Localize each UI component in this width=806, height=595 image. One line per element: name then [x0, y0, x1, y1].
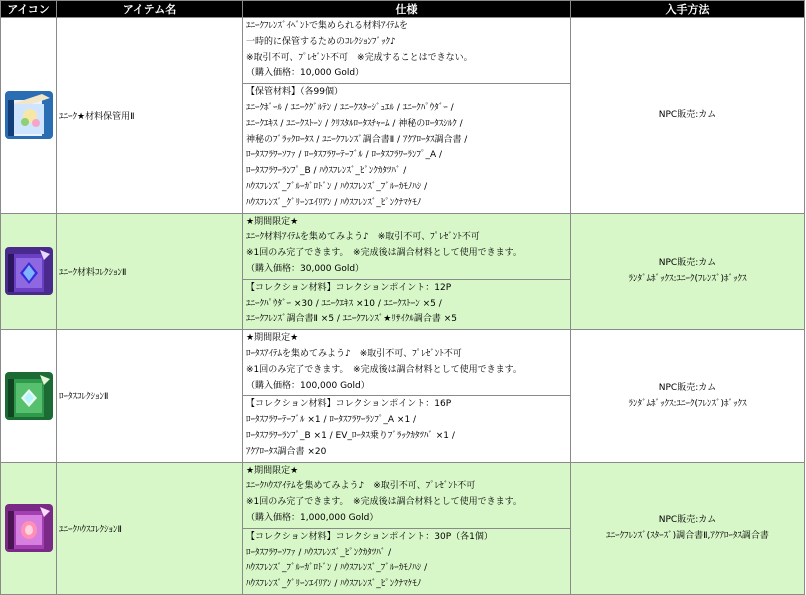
method-line: NPC販売:カム: [658, 110, 717, 121]
table-row: [1, 462, 805, 594]
spec-line: ※取引不可、ﾌﾟﾚｾﾞﾝﾄ不可 ※完成することはできない。: [246, 52, 473, 63]
icon-cell: [1, 18, 57, 214]
header-icon: アイコン: [1, 1, 57, 18]
method-cell: [571, 462, 805, 594]
method-cell: [571, 18, 805, 214]
book-green-gem-icon: [4, 371, 54, 421]
table-row: [1, 18, 805, 214]
method-line: ﾗﾝﾀﾞﾑﾎﾞｯｸｽ:ﾕﾆｰｸ(ﾌﾚﾝｽﾞ)ﾎﾞｯｸｽ: [628, 274, 747, 285]
spec-line: ﾛｰﾀｽﾌﾗﾜｰﾗﾝﾌﾟ_B ×1 / EV_ﾛｰﾀｽ乗りﾌﾞﾗｯｸｶﾀﾂﾊﾞ ×1 /: [246, 430, 455, 441]
spec-line: ﾛｰﾀｽｱｲﾃﾑを集めてみよう♪ ※取引不可、ﾌﾟﾚｾﾞﾝﾄ不可: [246, 348, 462, 359]
book-pink-gem-icon: [4, 503, 54, 553]
spec-line: 一時的に保管するためのｺﾚｸｼｮﾝﾌﾞｯｸ♪: [246, 36, 396, 47]
spec-line: ★期間限定★: [246, 465, 299, 476]
spec-line: ﾕﾆｰｸ材料ｱｲﾃﾑを集めてみよう♪ ※取引不可、ﾌﾟﾚｾﾞﾝﾄ不可: [246, 232, 480, 243]
spec-line: ※1回のみ完了できます。 ※完成後は調合材料として使用できます。: [246, 248, 522, 259]
method-line: NPC販売:カム: [658, 515, 717, 526]
spec-line: 神秘のﾌﾞﾗｯｸﾛｰﾀｽ / ﾕﾆｰｸﾌﾚﾝｽﾞ調合書Ⅱ / ｱｸｱﾛｰﾀｽ調合書 /: [246, 134, 468, 145]
spec-line: 【コレクション材料】コレクションポイント：12P: [246, 282, 452, 293]
spec-line: ﾊｳｽﾌﾚﾝｽﾞ_ｸﾞﾘｰﾝｴｲﾘｱﾝ / ﾊｳｽﾌﾚﾝｽﾞ_ﾋﾟﾝｸﾅﾏｹﾓﾉ: [246, 197, 422, 208]
spec-line: ｱｸｱﾛｰﾀｽ調合書 ×20: [246, 446, 327, 457]
spec-line: ﾊｳｽﾌﾚﾝｽﾞ_ﾌﾞﾙｰｶﾞﾛﾄﾞﾝ / ﾊｳｽﾌﾚﾝｽﾞ_ﾌﾞﾙｰｶﾓﾉﾊｼ /: [246, 181, 428, 192]
header-row: [1, 1, 805, 18]
header-method: 入手方法: [571, 1, 805, 18]
spec-line: ﾕﾆｰｸﾊｳｽｱｲﾃﾑを集めてみよう♪ ※取引不可、ﾌﾟﾚｾﾞﾝﾄ不可: [246, 481, 476, 492]
method-line: NPC販売:カム: [658, 258, 717, 269]
spec-cell: [243, 18, 571, 214]
icon-cell: [1, 213, 57, 330]
table-row: [1, 330, 805, 462]
header-spec: 仕様: [243, 1, 571, 18]
item-name: ﾕﾆｰｸ★材料保管用Ⅱ: [57, 18, 243, 214]
spec-line: 【保管材料】（各99個）: [246, 87, 343, 98]
spec-line: ﾊｳｽﾌﾚﾝｽﾞ_ﾌﾞﾙｰｶﾞﾛﾄﾞﾝ / ﾊｳｽﾌﾚﾝｽﾞ_ﾌﾞﾙｰｶﾓﾉﾊｼ /: [246, 563, 428, 574]
spec-line: ﾛｰﾀｽﾌﾗﾜｰｿﾌｧ / ﾊｳｽﾌﾚﾝｽﾞ_ﾋﾟﾝｸｶﾀﾂﾊﾞ /: [246, 547, 392, 558]
spec-price: （購入価格：100,000 Gold）: [246, 380, 370, 391]
icon-cell: [1, 462, 57, 594]
spec-line: ★期間限定★: [246, 216, 299, 227]
spec-cell: [243, 213, 571, 330]
spec-description: [243, 463, 570, 528]
spec-cell: [243, 462, 571, 594]
spec-materials: [243, 528, 570, 594]
item-name: ﾕﾆｰｸﾊｳｽｺﾚｸｼｮﾝⅡ: [57, 462, 243, 594]
spec-price: （購入価格：1,000,000 Gold）: [246, 512, 379, 523]
spec-materials: [243, 83, 570, 212]
spec-line: ﾛｰﾀｽﾌﾗﾜｰｿﾌｧ / ﾛｰﾀｽﾌﾗﾜｰﾃｰﾌﾞﾙ / ﾛｰﾀｽﾌﾗﾜｰﾗﾝﾌﾟ_A /: [246, 150, 443, 161]
spec-line: ﾛｰﾀｽﾌﾗﾜｰﾗﾝﾌﾟ_B / ﾊｳｽﾌﾚﾝｽﾞ_ﾋﾟﾝｸｶﾀﾂﾊﾞ /: [246, 166, 407, 177]
table-row: [1, 213, 805, 330]
item-name: ﾕﾆｰｸ材料ｺﾚｸｼｮﾝⅡ: [57, 213, 243, 330]
spec-line: 【コレクション材料】コレクションポイント：30P（各1個）: [246, 531, 493, 542]
spec-price: （購入価格：30,000 Gold）: [246, 263, 365, 274]
method-line: ﾗﾝﾀﾞﾑﾎﾞｯｸｽ:ﾕﾆｰｸ(ﾌﾚﾝｽﾞ)ﾎﾞｯｸｽ: [628, 398, 747, 409]
spec-line: ※1回のみ完了できます。 ※完成後は調合材料として使用できます。: [246, 364, 522, 375]
spec-line: ★期間限定★: [246, 333, 299, 344]
spec-line: ﾕﾆｰｸｴｷｽ / ﾕﾆｰｸｽﾄｰﾝ / ｸﾘｽﾀﾙﾛｰﾀｽﾁｬｰﾑ / 神秘のﾛｰﾀｽｼﾙｸ /: [246, 118, 463, 129]
spec-price: （購入価格：10,000 Gold）: [246, 68, 365, 79]
spec-line: ﾕﾆｰｸﾌﾚﾝｽﾞｲﾍﾞﾝﾄで集められる材料ｱｲﾃﾑを: [246, 21, 409, 31]
spec-description: [243, 214, 570, 279]
method-line: ﾕﾆｰｸﾌﾚﾝｽﾞ(ｽﾀｰｽﾞ)調合書Ⅱ,ｱｸｱﾛｰﾀｽ調合書: [606, 531, 769, 542]
method-line: NPC販売:カム: [658, 382, 717, 393]
spec-line: ﾛｰﾀｽﾌﾗﾜｰﾃｰﾌﾞﾙ ×1 / ﾛｰﾀｽﾌﾗﾜｰﾗﾝﾌﾟ_A ×1 /: [246, 415, 417, 426]
spec-materials: [243, 395, 570, 461]
spec-description: [243, 18, 570, 83]
method-cell: [571, 213, 805, 330]
spec-line: 【コレクション材料】コレクションポイント：16P: [246, 399, 452, 410]
book-flowers-icon: [4, 90, 54, 140]
spec-materials: [243, 279, 570, 329]
spec-description: [243, 330, 570, 395]
spec-line: ﾕﾆｰｸﾊﾟｳﾀﾞｰ ×30 / ﾕﾆｰｸｴｷｽ ×10 / ﾕﾆｰｸｽﾄｰﾝ ×5 /: [246, 298, 442, 309]
book-purple-gem-icon: [4, 246, 54, 296]
spec-line: ﾕﾆｰｸﾌﾚﾝｽﾞ調合書Ⅱ ×5 / ﾕﾆｰｸﾌﾚﾝｽﾞ★ﾘｻｲｸﾙ調合書 ×5: [246, 314, 458, 325]
spec-line: ※1回のみ完了できます。 ※完成後は調合材料として使用できます。: [246, 497, 522, 508]
spec-cell: [243, 330, 571, 462]
icon-cell: [1, 330, 57, 462]
header-item-name: アイテム名: [57, 1, 243, 18]
spec-line: ﾕﾆｰｸﾎﾞｰﾙ / ﾕﾆｰｸｸﾞﾙﾃﾝ / ﾕﾆｰｸｽﾀｰｼﾞｭｴﾙ / ﾕﾆｰｸﾊﾟｳﾀﾞｰ /: [246, 102, 454, 113]
item-name: ﾛｰﾀｽｺﾚｸｼｮﾝⅡ: [57, 330, 243, 462]
method-cell: [571, 330, 805, 462]
spec-line: ﾊｳｽﾌﾚﾝｽﾞ_ｸﾞﾘｰﾝｴｲﾘｱﾝ / ﾊｳｽﾌﾚﾝｽﾞ_ﾋﾟﾝｸﾅﾏｹﾓﾉ: [246, 579, 422, 590]
